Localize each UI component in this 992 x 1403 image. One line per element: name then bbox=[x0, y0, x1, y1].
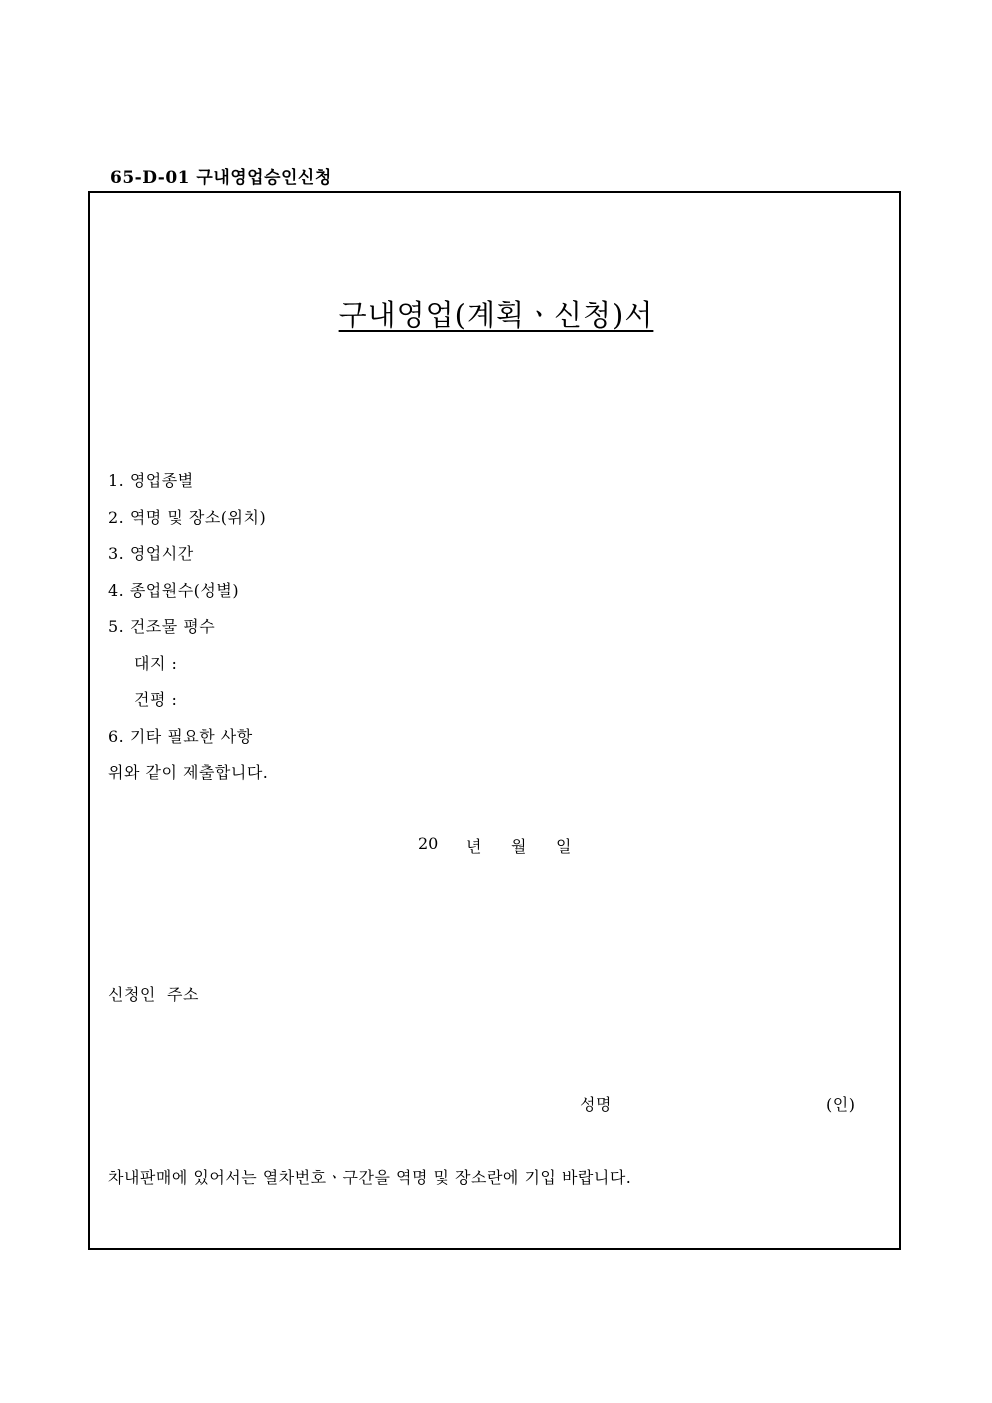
submission-statement: 위와 같이 제출합니다. bbox=[108, 763, 269, 782]
item-building-area: 5. 건조물 평수 bbox=[108, 617, 216, 636]
footer-note: 차내판매에 있어서는 열차번호ㆍ구간을 역명 및 장소란에 기입 바랍니다. bbox=[108, 1168, 632, 1187]
seal-label: (인) bbox=[826, 1095, 856, 1114]
applicant-name-label: 성명 bbox=[580, 1095, 612, 1114]
item-other-matters: 6. 기타 필요한 사항 bbox=[108, 727, 253, 746]
item-business-hours: 3. 영업시간 bbox=[108, 544, 194, 563]
date-year: 20 bbox=[418, 834, 439, 853]
form-title bbox=[0, 293, 992, 334]
item-employee-count: 4. 종업원수(성별) bbox=[108, 581, 240, 600]
document-code: 65-D-01 구내영업승인신청 bbox=[110, 168, 332, 188]
form-title-text: 구내영업(계획ㆍ신청)서 bbox=[338, 298, 654, 332]
item-station-location: 2. 역명 및 장소(위치) bbox=[108, 508, 267, 527]
date-year-unit: 년 bbox=[466, 837, 482, 856]
item-land-area: 대지 : bbox=[134, 654, 178, 673]
item-business-type: 1. 영업종별 bbox=[108, 471, 194, 490]
form-border bbox=[88, 191, 901, 1250]
date-day-unit: 일 bbox=[556, 837, 572, 856]
applicant-address-label: 신청인 주소 bbox=[108, 985, 199, 1004]
date-month-unit: 월 bbox=[511, 837, 527, 856]
item-floor-area: 건평 : bbox=[134, 690, 178, 709]
